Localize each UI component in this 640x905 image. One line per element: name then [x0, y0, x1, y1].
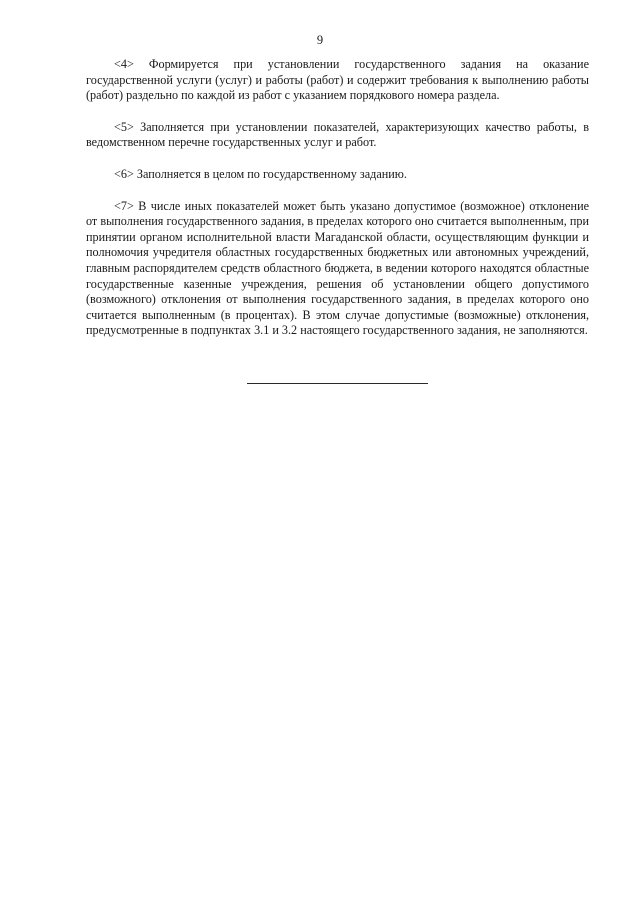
footnote-6: <6> Заполняется в целом по государственному заданию.	[114, 166, 407, 181]
footnote-5: <5> Заполняется при установлении показателей, характеризующих качество работы, в ведомственном перечне государственных услуг и работ.	[86, 119, 589, 150]
page-number: 9	[316, 33, 324, 47]
footnote-4: <4> Формируется при установлении государственного задания на оказание государственной услуги (услуг) и работы (работ) и содержит требования к выполнению работы (работ) раздельно по каждой из работ с указанием порядкового номера раздела.	[86, 57, 589, 103]
footnotes-section	[86, 57, 589, 355]
end-separator-line	[247, 383, 428, 384]
footnote-7: <7> В числе иных показателей может быть указано допустимое (возможное) отклонение от выполнения государственного задания, в пределах которого оно считается выполненным, при принятии органом исполнительной власти Магаданской области, осуществляющим функции и полномочия учредителя областных государственных бюджетных или автономных учреждений, главным распорядителем средств областного бюджета, в ведении которого находятся областные государственные казенные учреждения, решения об установлении общего допустимого (возможного) отклонения от выполнения государственного задания, в пределах которого оно считается выполненным (в процентах). В этом случае допустимые (возможные) отклонения, предусмотренные в подпунктах 3.1 и 3.2 настоящего государственного задания, не заполняются.	[86, 198, 589, 338]
